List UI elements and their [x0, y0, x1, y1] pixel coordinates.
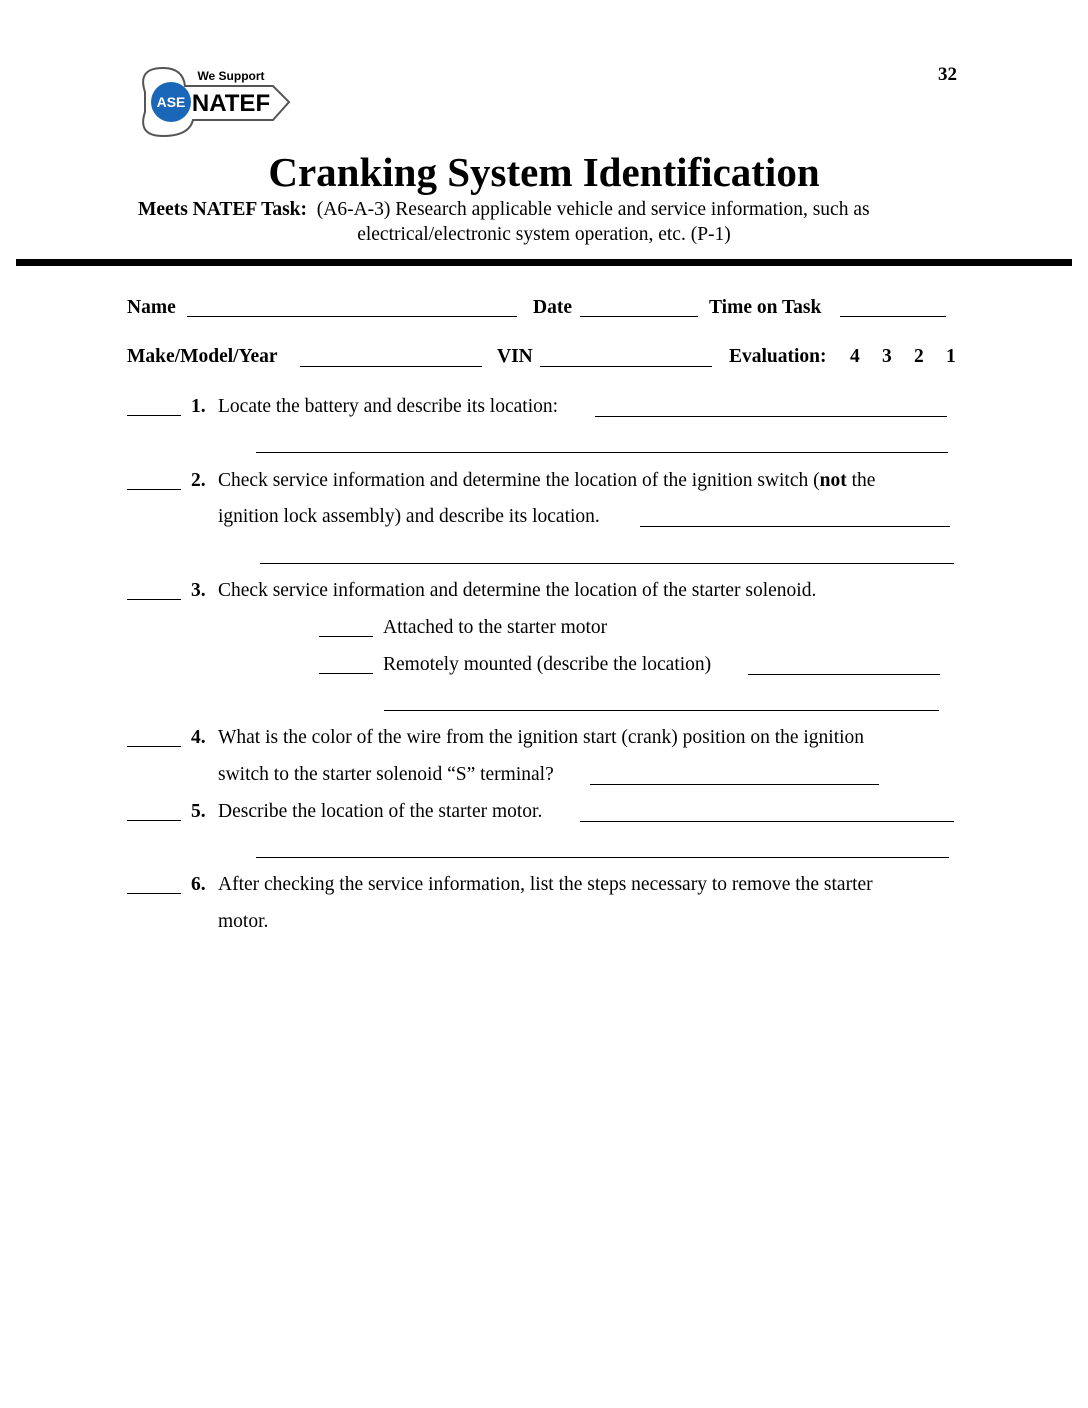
name-field[interactable] — [187, 316, 517, 317]
task-line-1: (A6-A-3) Research applicable vehicle and service information, such as — [316, 199, 870, 220]
vin-field[interactable] — [540, 366, 712, 367]
mmy-label: Make/Model/Year — [127, 346, 278, 367]
q4-answer-line[interactable] — [590, 784, 879, 785]
q3-number: 3. — [191, 580, 206, 601]
score-2[interactable]: 2 — [914, 346, 924, 367]
vin-label: VIN — [497, 346, 533, 367]
q2-score-blank[interactable] — [127, 489, 181, 490]
q5-text: Describe the location of the starter motor. — [218, 801, 543, 822]
q6-score-blank[interactable] — [127, 893, 181, 894]
q4-score-blank[interactable] — [127, 746, 181, 747]
page-number: 32 — [938, 64, 957, 85]
q4-number: 4. — [191, 727, 206, 748]
task-label: Meets NATEF Task: — [138, 199, 308, 220]
q1-number: 1. — [191, 396, 206, 417]
q2-answer-line[interactable] — [640, 526, 950, 527]
time-label: Time on Task — [709, 297, 822, 318]
name-label: Name — [127, 297, 176, 318]
q3-option-2: Remotely mounted (describe the location) — [383, 654, 712, 675]
score-4[interactable]: 4 — [850, 346, 860, 367]
q6-text-2: motor. — [218, 911, 269, 932]
q5-answer-line-2[interactable] — [256, 857, 949, 858]
q3-location-line-2[interactable] — [384, 710, 939, 711]
q2-emphasis: not — [819, 470, 847, 491]
q2-answer-line-2[interactable] — [260, 563, 954, 564]
divider — [16, 259, 1072, 266]
task-line-2: electrical/electronic system operation, etc. (P-1) — [357, 224, 731, 245]
natef-logo — [133, 62, 293, 140]
page-title: Cranking System Identification — [268, 149, 820, 195]
q3-text: Check service information and determine the location of the starter solenoid. — [218, 580, 817, 601]
q3-location-line[interactable] — [748, 674, 940, 675]
q2-text-end: the — [846, 470, 876, 491]
q4-text: What is the color of the wire from the ignition start (crank) position on the ignition — [218, 727, 865, 748]
svg-text:We Support: We Support — [197, 69, 265, 83]
q5-score-blank[interactable] — [127, 820, 181, 821]
q4-text-2: switch to the starter solenoid “S” terminal? — [218, 764, 554, 785]
q5-number: 5. — [191, 801, 206, 822]
mmy-field[interactable] — [300, 366, 482, 367]
svg-text:ASE: ASE — [156, 94, 186, 110]
q3-option-2-blank[interactable] — [319, 673, 373, 674]
q3-option-1: Attached to the starter motor — [383, 617, 608, 638]
q5-answer-line[interactable] — [580, 821, 954, 822]
q3-score-blank[interactable] — [127, 599, 181, 600]
svg-text:NATEF: NATEF — [191, 90, 271, 117]
evaluation-label: Evaluation: — [729, 346, 827, 367]
q1-text: Locate the battery and describe its location: — [218, 396, 559, 417]
q1-answer-line-2[interactable] — [256, 452, 948, 453]
q3-option-1-blank[interactable] — [319, 636, 373, 637]
q6-text: After checking the service information, list the steps necessary to remove the starter — [218, 874, 873, 895]
q2-text-2: ignition lock assembly) and describe its location. — [218, 506, 600, 527]
score-3[interactable]: 3 — [882, 346, 892, 367]
time-field[interactable] — [840, 316, 946, 317]
date-label: Date — [533, 297, 572, 318]
date-field[interactable] — [580, 316, 698, 317]
q2-text: Check service information and determine the location of the ignition switch ( — [218, 470, 820, 491]
q1-score-blank[interactable] — [127, 415, 181, 416]
q1-answer-line[interactable] — [595, 416, 947, 417]
q2-number: 2. — [191, 470, 206, 491]
score-1[interactable]: 1 — [946, 346, 956, 367]
q6-number: 6. — [191, 874, 206, 895]
